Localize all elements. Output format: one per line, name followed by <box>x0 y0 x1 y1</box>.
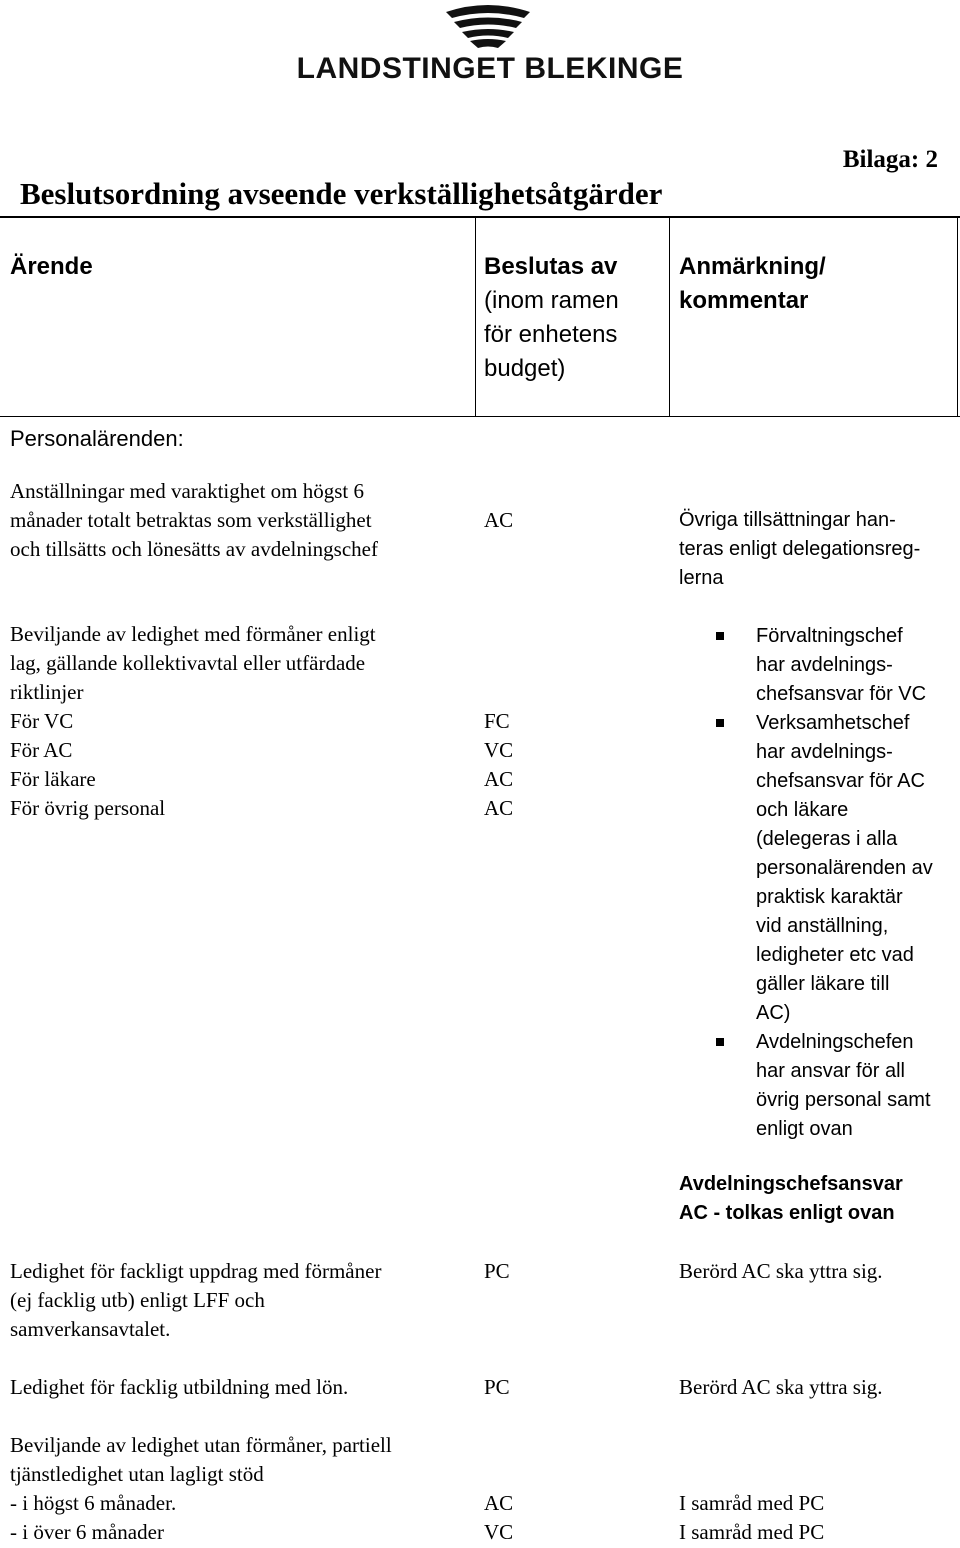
ship-logo-icon <box>440 4 536 50</box>
text-line: Avdelningschefsansvar <box>679 1173 903 1195</box>
text-line: Beviljande av ledighet utan förmåner, partiell <box>10 1433 392 1457</box>
column-header-anmarkning <box>679 250 826 318</box>
row4-beslutas-av <box>484 1373 510 1402</box>
text-line: riktlinjer <box>10 680 84 704</box>
text-line: månader totalt betraktas som verkställighet <box>10 508 372 532</box>
text-line: Ledighet för fackligt uppdrag med förmåner <box>10 1259 382 1283</box>
text-line: lerna <box>679 567 724 589</box>
text-line: Beviljande av ledighet med förmåner enligt <box>10 622 376 646</box>
text-line: AC <box>484 508 514 532</box>
text-line: För AC <box>10 738 73 762</box>
header-line: kommentar <box>679 287 809 314</box>
text-line: och tillsätts och lönesätts av avdelningschef <box>10 537 378 561</box>
text-line: vid anställning, <box>756 915 889 937</box>
text-line: har avdelnings- <box>756 741 893 763</box>
row2-beslutas-av <box>484 707 513 823</box>
text-line: För övrig personal <box>10 796 166 820</box>
bullet-item <box>714 709 960 1028</box>
header-line: Anmärkning/ <box>679 253 826 280</box>
text-line: AC <box>484 796 514 820</box>
row5-arende <box>10 1431 392 1547</box>
text-line: AC <box>484 767 514 791</box>
text-line: Verksamhetschef <box>756 712 910 734</box>
text-line: I samråd med PC <box>679 1520 825 1544</box>
document-title: Beslutsordning avseende verkställighetsåtgärder <box>20 176 663 211</box>
text-line: För VC <box>10 709 74 733</box>
text-line: VC <box>484 738 514 762</box>
text-line: tjänstledighet utan lagligt stöd <box>10 1462 264 1486</box>
text-line: Övriga tillsättningar han- <box>679 509 896 531</box>
text-line: har avdelnings- <box>756 654 893 676</box>
logo <box>0 0 960 100</box>
text-line: (ej facklig utb) enligt LFF och <box>10 1288 265 1312</box>
text-line: ledigheter etc vad <box>756 944 914 966</box>
text-line: lag, gällande kollektivavtal eller utfärdade <box>10 651 366 675</box>
row3-beslutas-av <box>484 1257 510 1286</box>
text-line: teras enligt delegationsreg- <box>679 538 921 560</box>
text-line: - i högst 6 månader. <box>10 1491 177 1515</box>
text-line: Anställningar med varaktighet om högst 6 <box>10 479 365 503</box>
row2-anmarkning-note <box>679 1170 903 1228</box>
text-line: För läkare <box>10 767 96 791</box>
text-line: Förvaltningschef <box>756 625 903 647</box>
row3-arende <box>10 1257 381 1344</box>
text-line: chefsansvar för AC <box>756 770 925 792</box>
row5-beslutas-av <box>484 1489 513 1547</box>
section-title: Personalärenden: <box>10 426 184 451</box>
header-line: för enhetens <box>484 321 618 348</box>
column-header-arende: Ärende <box>10 253 93 280</box>
bullet-item <box>714 622 960 709</box>
text-line: enligt ovan <box>756 1118 853 1140</box>
text-line: personalärenden av <box>756 857 933 879</box>
row5-anmarkning <box>679 1489 824 1547</box>
text-line: Berörd AC ska yttra sig. <box>679 1259 883 1283</box>
row1-anmarkning <box>679 506 920 593</box>
bullet-item <box>714 1028 960 1144</box>
text-line: AC - tolkas enligt ovan <box>679 1202 895 1224</box>
row2-anmarkning-bullets <box>714 622 960 1144</box>
row1-arende <box>10 477 378 564</box>
text-line: och läkare <box>756 799 849 821</box>
row3-anmarkning <box>679 1257 883 1286</box>
header-line: Beslutas av <box>484 253 618 280</box>
row1-beslutas-av <box>484 506 513 535</box>
attachment-label: Bilaga: 2 <box>842 146 938 173</box>
text-line: AC <box>484 1491 514 1515</box>
column-divider-1 <box>475 217 476 417</box>
text-line: (delegeras i alla <box>756 828 898 850</box>
text-line: Avdelningschefen <box>756 1031 914 1053</box>
text-line: Berörd AC ska yttra sig. <box>679 1375 883 1399</box>
table-top-border <box>0 216 960 218</box>
header-line: (inom ramen <box>484 287 619 314</box>
text-line: PC <box>484 1375 510 1399</box>
text-line: - i över 6 månader <box>10 1520 164 1544</box>
text-line: PC <box>484 1259 510 1283</box>
text-line: gäller läkare till <box>756 973 890 995</box>
text-line: har ansvar för all <box>756 1060 905 1082</box>
text-line: chefsansvar för VC <box>756 683 927 705</box>
column-header-beslutas-av <box>484 250 619 386</box>
text-line: praktisk karaktär <box>756 886 903 908</box>
table-right-border <box>957 217 958 417</box>
text-line: AC) <box>756 1002 791 1024</box>
row4-arende <box>10 1373 348 1402</box>
text-line: VC <box>484 1520 514 1544</box>
row2-arende <box>10 620 376 823</box>
row4-anmarkning <box>679 1373 883 1402</box>
header-line: budget) <box>484 355 566 382</box>
text-line: I samråd med PC <box>679 1491 825 1515</box>
column-divider-2 <box>669 217 670 417</box>
text-line: FC <box>484 709 510 733</box>
text-line: Ledighet för facklig utbildning med lön. <box>10 1375 349 1399</box>
header-bottom-border <box>0 416 960 417</box>
organization-name: LANDSTINGET BLEKINGE <box>296 52 684 85</box>
text-line: övrig personal samt <box>756 1089 931 1111</box>
text-line: samverkansavtalet. <box>10 1317 171 1341</box>
